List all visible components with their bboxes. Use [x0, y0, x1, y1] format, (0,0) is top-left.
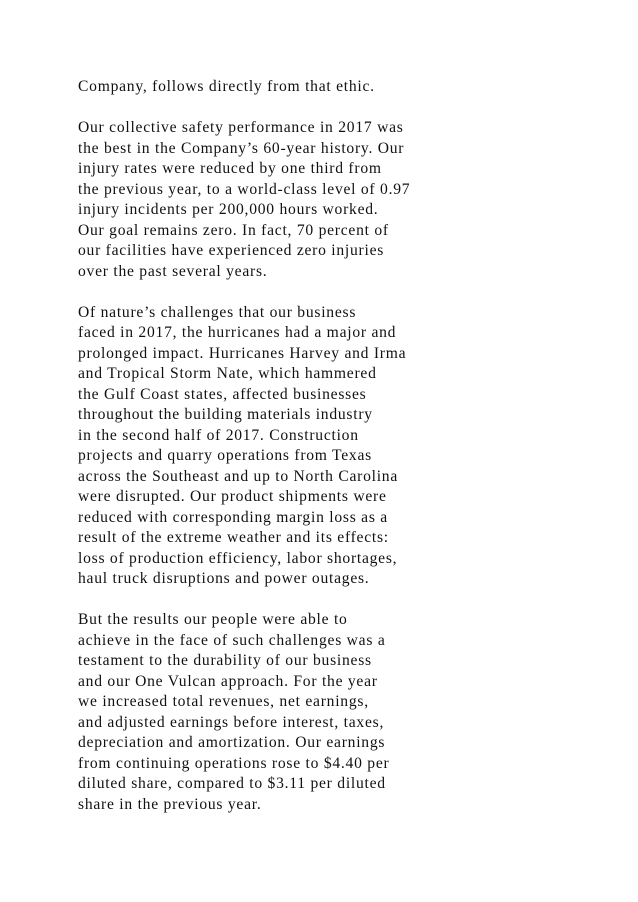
text-line: loss of production efficiency, labor shortages, — [78, 549, 398, 567]
paragraph-gap — [78, 590, 618, 611]
text-line: the best in the Company’s 60-year history. Our — [78, 139, 405, 157]
text-line: we increased total revenues, net earnings, — [78, 693, 369, 710]
text-line: diluted share, compared to $3.11 per diluted — [78, 775, 386, 792]
paragraph — [78, 77, 618, 98]
text-line: in the second half of 2017. Construction — [78, 426, 359, 444]
text-line: Company, follows directly from that ethic. — [78, 78, 375, 95]
paragraph-gap — [78, 98, 618, 119]
text-line: injury rates were reduced by one third from — [78, 160, 382, 177]
paragraph — [78, 610, 618, 815]
text-line: reduced with corresponding margin loss as a — [78, 508, 388, 526]
paragraph — [78, 118, 618, 282]
text-line: injury incidents per 200,000 hours worked. — [78, 201, 379, 218]
text-line: the Gulf Coast states, affected businesses — [78, 385, 367, 403]
text-line: haul truck disruptions and power outages. — [78, 570, 370, 587]
paragraph — [78, 303, 618, 590]
text-line: and our One Vulcan approach. For the year — [78, 672, 378, 690]
text-line: the previous year, to a world-class level of 0.97 — [78, 180, 411, 198]
text-line: But the results our people were able to — [78, 611, 348, 628]
text-line: share in the previous year. — [78, 795, 262, 813]
text-line: achieve in the face of such challenges was a — [78, 631, 386, 649]
text-line: prolonged impact. Hurricanes Harvey and Irma — [78, 344, 407, 362]
text-line: Our collective safety performance in 2017 was — [78, 119, 404, 136]
text-line: Of nature’s challenges that our business — [78, 303, 357, 321]
text-line: Our goal remains zero. In fact, 70 percent of — [78, 221, 389, 239]
text-line: over the past several years. — [78, 262, 268, 280]
text-line: our facilities have experienced zero injuries — [78, 242, 385, 259]
text-line: testament to the durability of our business — [78, 652, 372, 669]
paragraph-gap — [78, 282, 618, 303]
text-line: result of the extreme weather and its effects: — [78, 529, 389, 546]
text-line: were disrupted. Our product shipments were — [78, 488, 387, 505]
text-line: from continuing operations rose to $4.40 per — [78, 754, 390, 772]
text-line: and adjusted earnings before interest, taxes, — [78, 713, 385, 731]
text-line: across the Southeast and up to North Carolina — [78, 467, 399, 485]
text-line: and Tropical Storm Nate, which hammered — [78, 365, 377, 382]
text-line: depreciation and amortization. Our earnings — [78, 734, 386, 751]
text-line: faced in 2017, the hurricanes had a major and — [78, 324, 397, 341]
text-line: throughout the building materials industry — [78, 406, 373, 423]
document-body — [78, 77, 618, 815]
text-line: projects and quarry operations from Texas — [78, 447, 372, 464]
